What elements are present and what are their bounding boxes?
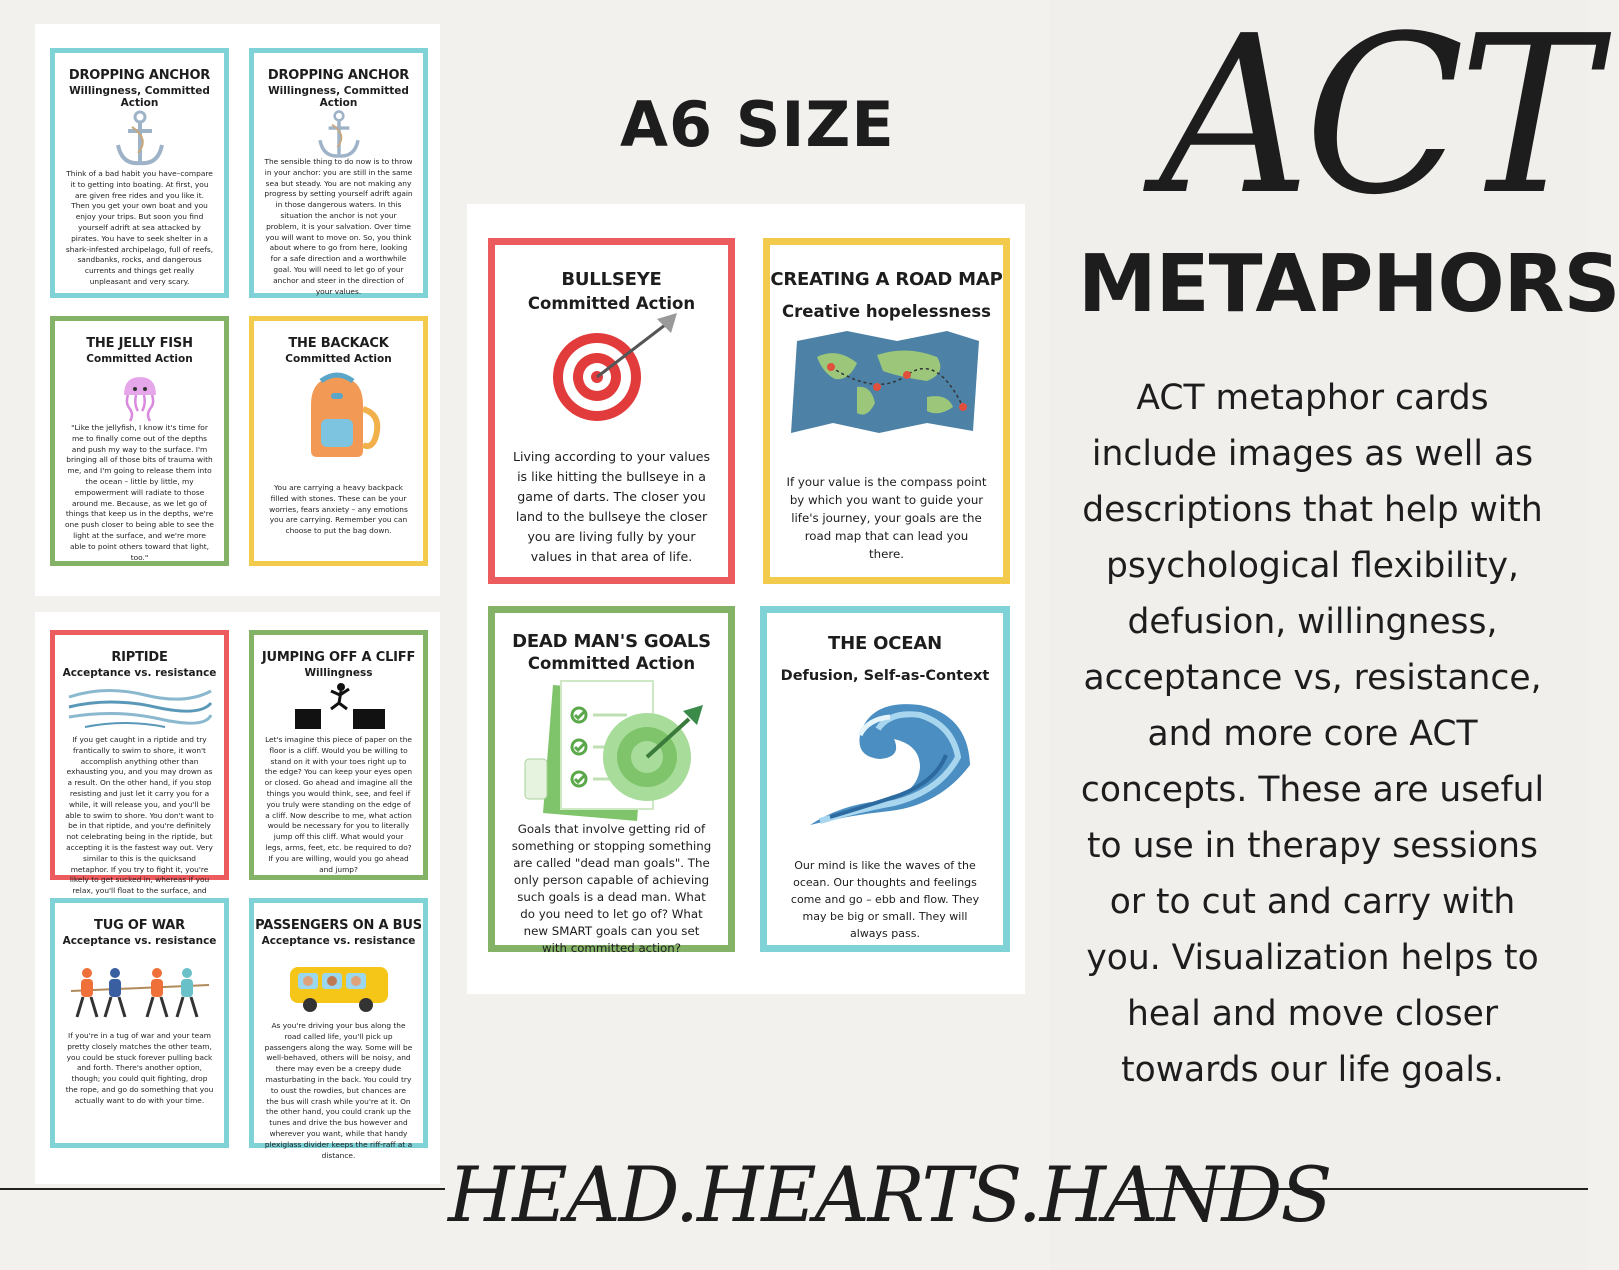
world-map-icon bbox=[770, 327, 1003, 437]
card-subtitle: Committed Action bbox=[285, 353, 392, 365]
checklist-target-icon bbox=[495, 675, 728, 825]
card-the-ocean bbox=[760, 606, 1010, 952]
card-passengers-on-bus bbox=[249, 898, 428, 1160]
act-title: ACT bbox=[1159, 0, 1593, 243]
card-jumping-off-cliff bbox=[249, 630, 428, 880]
card-dead-mans-goals bbox=[488, 606, 735, 955]
anchor-icon bbox=[254, 109, 423, 161]
card-body: If you get caught in a riptide and try frantically to swim to shore, it won't accomplish anything other than exhausting you, and you may drown as a result. On the other hand, if you stop resisting and just let it carry you for a while, it will release you, and you'll be able to swim to shore. You don't want to be in that riptide, and you're definitely not celebrating being in the riptide, but accepting it is the fastest way out. Very similar to this is the quicksand metaphor. If you try to fight it, you're likely to get sucked in, whereas if you relax, you'll float to the surface, and bbox=[65, 735, 214, 896]
description: ACT metaphor cards include images as well as descriptions that help with psychological flexibility, defusion, willingness, acceptance vs, resistance, and more core ACT concepts. These are useful to use in therapy sessions or to cut and carry with you. Visualization helps to heal and move closer towards our life goals. bbox=[1080, 378, 1545, 1090]
card-body: Think of a bad habit you have–compare it to getting into boating. At first, you are given free rides and you like it. Then you get your own boat and you enjoy your trips. But soon you find yourself adrift at sea attacked by pirates. You have to seek shelter in a shark-infested archipelago, full of reefs, sandbanks, rocks, and dangerous currents and things get really unpleasant and very scary. bbox=[65, 169, 214, 286]
card-body: Let's imagine this piece of paper on the floor is a cliff. Would you be willing to stand on it with your toes right up to the edge? You can keep your eyes open or closed. Go ahead and imagine all the things you would think, see, and feel if you truly were standing on the edge of a cliff. Now describe to me, what action would be necessary for you to literally jump off this cliff. What would your legs, arms, feet, etc. be required to do? If you are willing, would you go ahead and jump? bbox=[264, 735, 413, 874]
card-title: BULLSEYE bbox=[561, 269, 662, 290]
card-subtitle: Creative hopelessness bbox=[782, 302, 991, 321]
card-subtitle: Committed Action bbox=[527, 294, 696, 313]
ocean-wave-icon bbox=[767, 695, 1003, 835]
card-jelly-fish bbox=[50, 316, 229, 566]
card-subtitle: Committed Action bbox=[527, 654, 696, 673]
card-backack bbox=[249, 316, 428, 566]
card-title: THE JELLY FISH bbox=[86, 336, 193, 351]
card-body: Our mind is like the waves of the ocean. Our thoughts and feelings come and go – ebb and flow. They may be big or small. They will always pass. bbox=[790, 859, 980, 940]
card-subtitle: Acceptance vs. resistance bbox=[62, 667, 217, 679]
card-road-map bbox=[763, 238, 1010, 584]
card-title: DROPPING ANCHOR bbox=[267, 68, 410, 83]
card-body: The sensible thing to do now is to throw in your anchor: you are still in the same sea but steady. You are not making any progress by setting yourself adrift again in those dangerous waters. In this situation the anchor is not your problem, it is your salvation. Over time you will want to move on. So, you think about where to go from here, looking for a safe direction and a worthwhile goal. You will need to let go of your anchor and steer in the direction of your values. bbox=[264, 157, 413, 296]
card-subtitle: Acceptance vs. resistance bbox=[261, 935, 416, 947]
card-body: If you're in a tug of war and your team pretty closely matches the other team, you could be stuck forever pulling back and forth. There's another option, though; you could quit fighting, drop the rope, and go do something that you actually want to do with your time. bbox=[65, 1031, 214, 1105]
card-subtitle: Committed Action bbox=[86, 353, 193, 365]
metaphors-title: METAPHORS bbox=[1078, 238, 1619, 330]
card-dropping-anchor-2 bbox=[249, 48, 428, 298]
footer-line-left bbox=[0, 1188, 445, 1190]
card-title: RIPTIDE bbox=[111, 650, 168, 665]
card-title: PASSENGERS ON A BUS bbox=[255, 918, 422, 933]
card-title: JUMPING OFF A CLIFF bbox=[261, 650, 416, 665]
card-title: THE OCEAN bbox=[828, 633, 942, 654]
wave-lines-icon bbox=[55, 685, 224, 731]
tug-of-war-icon bbox=[55, 961, 224, 1025]
card-title: DROPPING ANCHOR bbox=[68, 68, 211, 83]
card-title: DEAD MAN'S GOALS bbox=[512, 631, 711, 652]
card-body: Goals that involve getting rid of something or stopping something are called "dead man goals". The only person capable of achieving such goals is a dead man. What do you need to let go of? What new SMART goals can you set with committed action? bbox=[511, 822, 712, 955]
card-title: THE BACKACK bbox=[288, 336, 389, 351]
size-heading: A6 SIZE bbox=[620, 88, 895, 161]
card-body: If your value is the compass point by which you want to guide your life's journey, your goals are the road map that can lead you there. bbox=[786, 475, 987, 561]
backpack-icon bbox=[254, 369, 423, 463]
card-subtitle: Defusion, Self-as-Context bbox=[780, 668, 990, 684]
bullseye-icon bbox=[495, 311, 728, 421]
jellyfish-icon bbox=[55, 373, 224, 425]
card-title: TUG OF WAR bbox=[94, 918, 185, 933]
card-bullseye bbox=[488, 238, 735, 584]
card-subtitle: Acceptance vs. resistance bbox=[62, 935, 217, 947]
card-subtitle: Willingness bbox=[304, 667, 373, 679]
cliff-jump-icon bbox=[254, 679, 423, 733]
card-subtitle: Willingness, Committed Action bbox=[268, 85, 409, 109]
card-body: Living according to your values is like hitting the bullseye in a game of darts. The closer you land to the bullseye the closer you are living fully by your values in that area of life. bbox=[512, 449, 711, 564]
school-bus-icon bbox=[254, 955, 423, 1015]
card-body: As you're driving your bus along the road called life, you'll pick up passengers along the way. Some will be well-behaved, others will be noisy, and there may even be a creepy dude masturbating in the back. You could try to oust the rowdies, but chances are the bus will crash while you're at it. On the other hand, you could crank up the tunes and drive the bus however and wherever you want, while that handy plexiglass divider keeps the riff-raff at a distance. bbox=[264, 1021, 413, 1160]
anchor-icon bbox=[55, 109, 224, 169]
card-riptide bbox=[50, 630, 229, 896]
card-title: CREATING A ROAD MAP bbox=[770, 269, 1003, 290]
card-tug-of-war bbox=[50, 898, 229, 1148]
brand-logo: HEAD.HEARTS.HANDS bbox=[448, 1150, 1331, 1239]
card-body: "Like the jellyfish, I know it's time for me to finally come out of the depths and push my way to the surface. I'm bringing all of those bits of trauma with me, and I'm going to release them into the ocean – little by little, my empowerment will radiate to those around me. Because, as we let go of things that keep us in the depths, we're one push closer to being able to see the light at the surface, and we're more able to point others toward that light, too." bbox=[65, 423, 214, 562]
card-dropping-anchor-1 bbox=[50, 48, 229, 298]
card-subtitle: Willingness, Committed Action bbox=[69, 85, 210, 109]
card-body: You are carrying a heavy backpack filled with stones. These can be your worries, fears anxiety – any emotions you are carrying. Remember you can choose to put the bag down. bbox=[269, 483, 408, 536]
